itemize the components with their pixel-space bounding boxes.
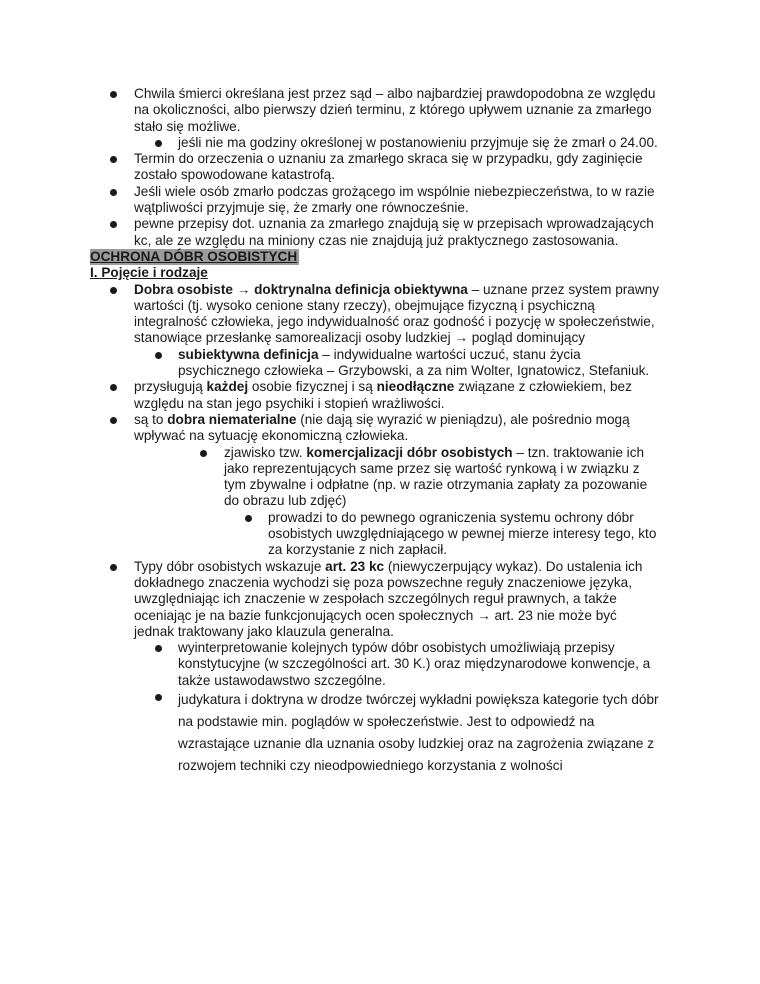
bullet-icon: [155, 140, 162, 147]
list-item: [0, 151, 660, 184]
list-item: [0, 689, 664, 777]
text-run: Termin do orzeczenia o uznaniu za zmarłego skraca się w przypadku, gdy zaginięcie zostało spowodowane katastrofą.: [134, 151, 643, 183]
list-item: [0, 282, 660, 347]
bullet-icon: [110, 91, 117, 98]
list-item: [0, 510, 668, 559]
bullet-icon: [110, 156, 117, 163]
bullet-icon: [110, 384, 117, 391]
bold-text: Dobra osobiste → doktrynalna definicja obiektywna: [134, 281, 468, 297]
list-item: [0, 445, 664, 510]
list-item: [0, 216, 660, 249]
text-run: (nie dają się wyrazić w pieniądzu), ale pośrednio mogą wpływać na sytuację ekonomiczną człowieka.: [134, 411, 630, 444]
list-item: [0, 184, 660, 217]
text-run: Chwila śmierci określana jest przez sąd – albo najbardziej prawdopodobna ze względu na okoliczności, albo pierwszy dzień terminu, z którego upływem uznanie za zmarłego stało się możliwe.: [134, 86, 656, 134]
bold-text: subiektywna definicja: [178, 346, 319, 362]
text-run: wyinterpretowanie kolejnych typów dóbr osobistych umożliwiają przepisy konstytucyjne (w szczególności art. 30 K.) oraz międzynarodowe konwencje, a także ustawodawstwo szczególne.: [178, 640, 651, 688]
text-run: prowadzi to do pewnego ograniczenia systemu ochrony dóbr osobistych uwzględniającego w pewnej mierze interesy tego, kto za korzystanie z nich zapłacił.: [268, 509, 657, 558]
bullet-icon: [110, 221, 117, 228]
text-run: – uznane przez system prawny wartości (tj. wysoko cenione stany rzeczy), obejmujące fizyczną i psychiczną integralność człowieka, jego indywidualność oraz godność i pozycję w społeczeństwie, stanowiące przesłankę samorealizacji osoby ludzkiej → pogląd dominujący: [134, 281, 660, 346]
bullet-icon: [155, 352, 162, 359]
list-item: [0, 379, 660, 412]
text-run: związane z człowiekiem, bez względu na stan jego psychiki i stopień wrażliwości.: [134, 379, 632, 411]
list-item: [0, 640, 664, 689]
text-run: są to: [134, 411, 168, 427]
bold-text: komercjalizacji dóbr osobistych: [306, 444, 513, 460]
bullet-icon: [110, 189, 117, 196]
list-item: [0, 135, 664, 151]
bullet-icon: [155, 645, 162, 652]
section-heading: OCHRONA DÓBR OSOBISTYCH: [90, 248, 298, 264]
bullet-icon: [110, 287, 117, 294]
text-run: Typy dóbr osobistych wskazuje: [134, 558, 326, 574]
subsection-heading: I. Pojęcie i rodzaje: [90, 265, 208, 281]
text-run: Jeśli wiele osób zmarło podczas grożącego im wspólnie niebezpieczeństwa, to w razie wątpliwości przyjmuje się, że zmarły one równocześnie.: [134, 183, 655, 216]
text-run: judykatura i doktryna w drodze twórczej wykładni powiększa kategorie tych dóbr na podstawie min. poglądów w społeczeństwie. Jest to odpowiedź na wzrastające uznanie dla uznania osoby ludzkiej oraz na zagrożenia związane z rozwojem techniki czy nieodpowiedniego korzystania z wolności: [178, 691, 659, 773]
list-item: [0, 347, 664, 380]
text-run: zjawisko tzw.: [224, 444, 307, 460]
document-page: [0, 86, 760, 777]
bullet-icon: [110, 417, 117, 424]
bullet-icon: [200, 450, 207, 457]
text-run: przysługują: [134, 379, 207, 395]
text-run: – tzn. traktowanie ich jako reprezentujących same przez się wartość rynkową i w związku z tym zbywalne i odpłatne (np. w razie otrzymania zapłaty za pozowanie do obrazu lub zdjęć): [224, 444, 648, 509]
bold-text: dobra niematerialne: [167, 411, 297, 427]
section-heading-row: [0, 249, 760, 265]
bullet-list-main: [0, 282, 760, 777]
list-item: [0, 86, 660, 135]
subsection-heading-row: [0, 265, 760, 281]
bullet-icon: [245, 515, 252, 522]
bullet-list-top: [0, 86, 760, 249]
text-run: osobie fizycznej i są: [248, 379, 377, 395]
list-item: [0, 559, 660, 640]
bold-text: każdej: [206, 379, 249, 395]
text-run: – indywidualne wartości uczuć, stanu życia psychicznego człowieka – Grzybowski, a za nim Wolter, Ignatowicz, Stefaniuk.: [178, 346, 650, 379]
list-item: [0, 412, 660, 445]
text-run: jeśli nie ma godziny określonej w postanowieniu przyjmuje się że zmarł o 24.00.: [178, 134, 658, 150]
text-run: pewne przepisy dot. uznania za zmarłego znajdują się w przepisach wprowadzających kc, ale ze względu na miniony czas nie znajdują już praktycznego zastosowania.: [134, 216, 654, 248]
bold-text: nieodłączne: [376, 379, 455, 395]
bullet-icon: [155, 694, 162, 701]
bullet-icon: [110, 564, 117, 571]
bold-text: art. 23 kc: [325, 558, 385, 574]
text-run: (niewyczerpujący wykaz). Do ustalenia ich dokładnego znaczenia wychodzi się poza powszechne reguły znaczeniowe języka, uwzględniając ich znaczenie w zespołach szczególnych reguł prawnych, a także oceniając je na bazie funkcjonujących ocen społecznych → art. 23 nie może być jednak traktowany jako klauzula generalna.: [134, 558, 643, 639]
